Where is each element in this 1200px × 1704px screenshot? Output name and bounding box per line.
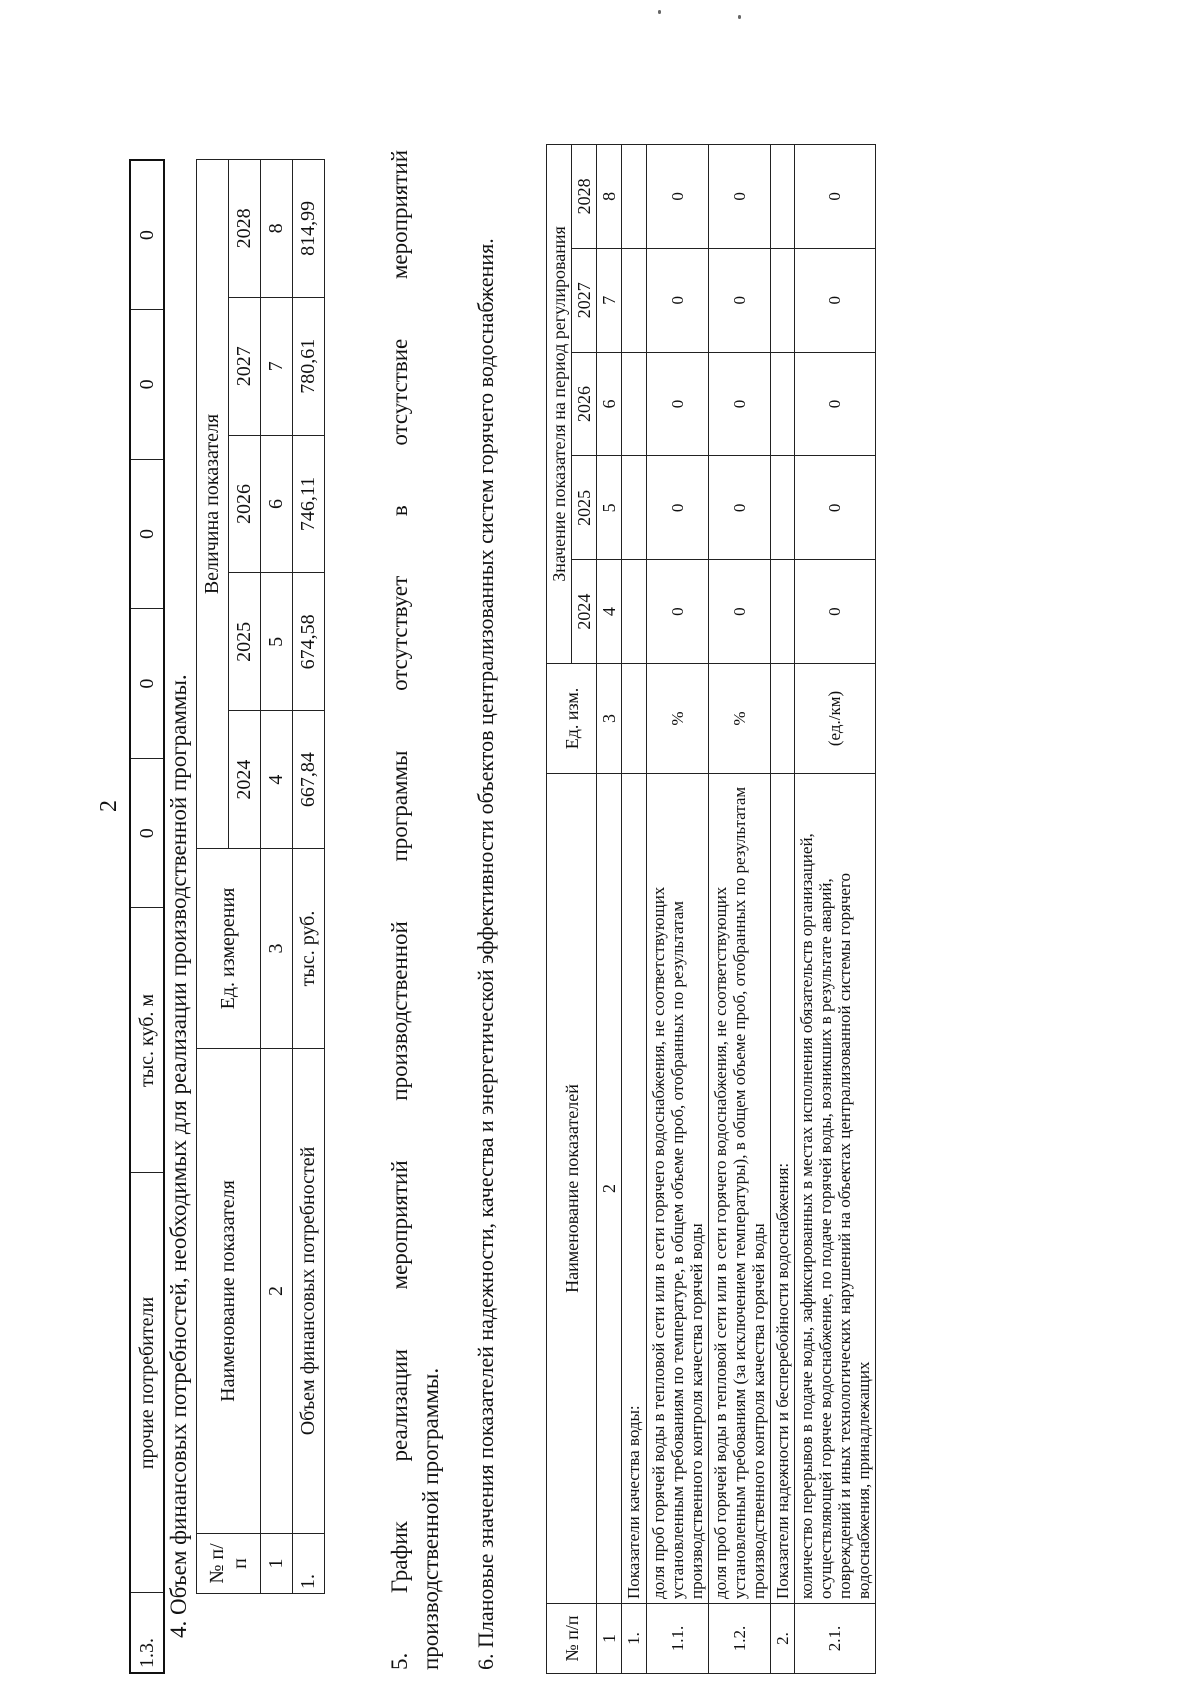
index-cell: 3 <box>597 664 622 774</box>
row-number: 1.1. <box>646 1604 708 1674</box>
index-cell: 1 <box>261 1534 293 1594</box>
row-name: прочие потребители <box>130 1173 164 1593</box>
row-name: количество перерывов в подаче воды, зафиксированных в местах исполнения обязательств организацией, осуществляющей горячее водоснабжение, по подаче горячей воды, возникших в результате аварий, повреждений и иных технологических нарушений на объектах централизованной системы горячего водоснабжения, принадлежащих <box>794 774 875 1604</box>
row-name: доля проб горячей воды в тепловой сети или в сети горячего водоснабжения, не соответствующих установленным требованиям по температуре, в общем объеме проб, отобранных по результатам производственного контроля качества горячей воды <box>646 774 708 1604</box>
value-cell: 667,84 <box>293 711 325 849</box>
index-cell: 2 <box>597 774 622 1604</box>
value-cell: 0 <box>708 456 770 560</box>
value-cell: 674,58 <box>293 573 325 711</box>
group-label: Показатели надежности и бесперебойности водоснабжения: <box>770 774 794 1604</box>
empty-cell <box>770 456 794 560</box>
row-number: 1. <box>293 1534 325 1594</box>
value-cell: 0 <box>646 248 708 352</box>
table-row <box>293 160 325 1594</box>
row-number: 2. <box>770 1604 794 1674</box>
index-cell: 8 <box>261 160 293 298</box>
row-unit: (ед./км) <box>794 664 875 774</box>
value-cell: 0 <box>708 560 770 664</box>
header-num: № п/п <box>197 1534 261 1594</box>
value-cell: 0 <box>646 352 708 456</box>
value-cell: 0 <box>130 758 164 908</box>
empty-cell <box>622 248 646 352</box>
group-label: Показатели качества воды: <box>622 774 646 1604</box>
header-value-group: Значение показателя на период регулирования <box>547 145 572 664</box>
index-cell: 7 <box>597 248 622 352</box>
value-cell: 0 <box>794 456 875 560</box>
year-header: 2026 <box>572 352 597 456</box>
empty-cell <box>622 664 646 774</box>
year-header: 2024 <box>229 711 261 849</box>
page-number: 2 <box>96 800 122 812</box>
year-header: 2025 <box>572 456 597 560</box>
empty-cell <box>770 145 794 249</box>
row-number: 1.3. <box>130 1593 164 1673</box>
row-number: 1. <box>622 1604 646 1674</box>
index-cell: 5 <box>597 456 622 560</box>
empty-cell <box>622 145 646 249</box>
value-cell: 0 <box>130 609 164 759</box>
table-header-row <box>547 145 572 1674</box>
empty-cell <box>622 456 646 560</box>
table-row <box>646 145 708 1674</box>
index-cell: 8 <box>597 145 622 249</box>
table-header-row <box>197 160 229 1594</box>
year-header: 2027 <box>572 248 597 352</box>
row-unit: тыс. руб. <box>293 849 325 1049</box>
value-cell: 780,61 <box>293 297 325 435</box>
indicators-table <box>546 144 876 1674</box>
section-4-heading: 4. Объем финансовых потребностей, необходимых для реализации производственной программы. <box>166 674 191 1638</box>
row-number: 1.2. <box>708 1604 770 1674</box>
consumers-table-tail <box>129 159 165 1674</box>
index-cell: 4 <box>597 560 622 664</box>
header-value-group: Величина показателя <box>197 160 229 849</box>
empty-cell <box>622 352 646 456</box>
row-name: доля проб горячей воды в тепловой сети или в сети горячего водоснабжения, не соответствующих установленным требованиям (за исключением температуры), в общем объеме проб, отобранных по результатам производственного контроля качества горячей воды <box>708 774 770 1604</box>
value-cell: 746,11 <box>293 435 325 573</box>
value-cell: 0 <box>708 248 770 352</box>
header-name: Наименование показателя <box>197 1049 261 1534</box>
index-cell: 6 <box>597 352 622 456</box>
value-cell: 0 <box>130 459 164 609</box>
value-cell: 0 <box>708 145 770 249</box>
index-row <box>597 145 622 1674</box>
year-header: 2026 <box>229 435 261 573</box>
value-cell: 0 <box>794 560 875 664</box>
row-name: Объем финансовых потребностей <box>293 1049 325 1534</box>
table-row <box>794 145 875 1674</box>
table-group-row <box>622 145 646 1674</box>
index-cell: 4 <box>261 711 293 849</box>
year-header: 2025 <box>229 573 261 711</box>
row-unit: % <box>646 664 708 774</box>
section-5-line-1: 5. График реализации мероприятий производственной программы отсутствует в отсутствие мероприятий <box>387 150 412 1670</box>
year-header: 2028 <box>229 160 261 298</box>
header-name: Наименование показателей <box>547 774 597 1604</box>
empty-cell <box>622 560 646 664</box>
row-number: 2.1. <box>794 1604 875 1674</box>
index-cell: 3 <box>261 849 293 1049</box>
table-row <box>130 160 164 1673</box>
index-row <box>261 160 293 1594</box>
table-row <box>708 145 770 1674</box>
index-cell: 7 <box>261 297 293 435</box>
value-cell: 0 <box>646 560 708 664</box>
year-header: 2024 <box>572 560 597 664</box>
header-unit: Ед. изм. <box>547 664 597 774</box>
row-unit: тыс. куб. м <box>130 908 164 1173</box>
value-cell: 0 <box>646 456 708 560</box>
value-cell: 0 <box>708 352 770 456</box>
value-cell: 0 <box>794 145 875 249</box>
section-5-line-2: производственной программы. <box>418 1367 443 1670</box>
financial-needs-table <box>196 159 325 1594</box>
header-num: № п/п <box>547 1604 597 1674</box>
value-cell: 0 <box>130 310 164 460</box>
table-group-row <box>770 145 794 1674</box>
index-cell: 1 <box>597 1604 622 1674</box>
value-cell: 0 <box>646 145 708 249</box>
scan-speck <box>658 10 661 14</box>
value-cell: 814,99 <box>293 160 325 298</box>
value-cell: 0 <box>794 352 875 456</box>
index-cell: 2 <box>261 1049 293 1534</box>
empty-cell <box>770 664 794 774</box>
year-header: 2028 <box>572 145 597 249</box>
header-unit: Ед. измерения <box>197 849 261 1049</box>
empty-cell <box>770 248 794 352</box>
value-cell: 0 <box>794 248 875 352</box>
index-cell: 5 <box>261 573 293 711</box>
value-cell: 0 <box>130 160 164 310</box>
scan-speck <box>738 15 741 19</box>
row-unit: % <box>708 664 770 774</box>
section-6-heading: 6. Плановые значения показателей надежности, качества и энергетической эффективности объектов централизованных систем горячего водоснабжения. <box>473 238 498 1670</box>
empty-cell <box>770 560 794 664</box>
year-header: 2027 <box>229 297 261 435</box>
index-cell: 6 <box>261 435 293 573</box>
empty-cell <box>770 352 794 456</box>
